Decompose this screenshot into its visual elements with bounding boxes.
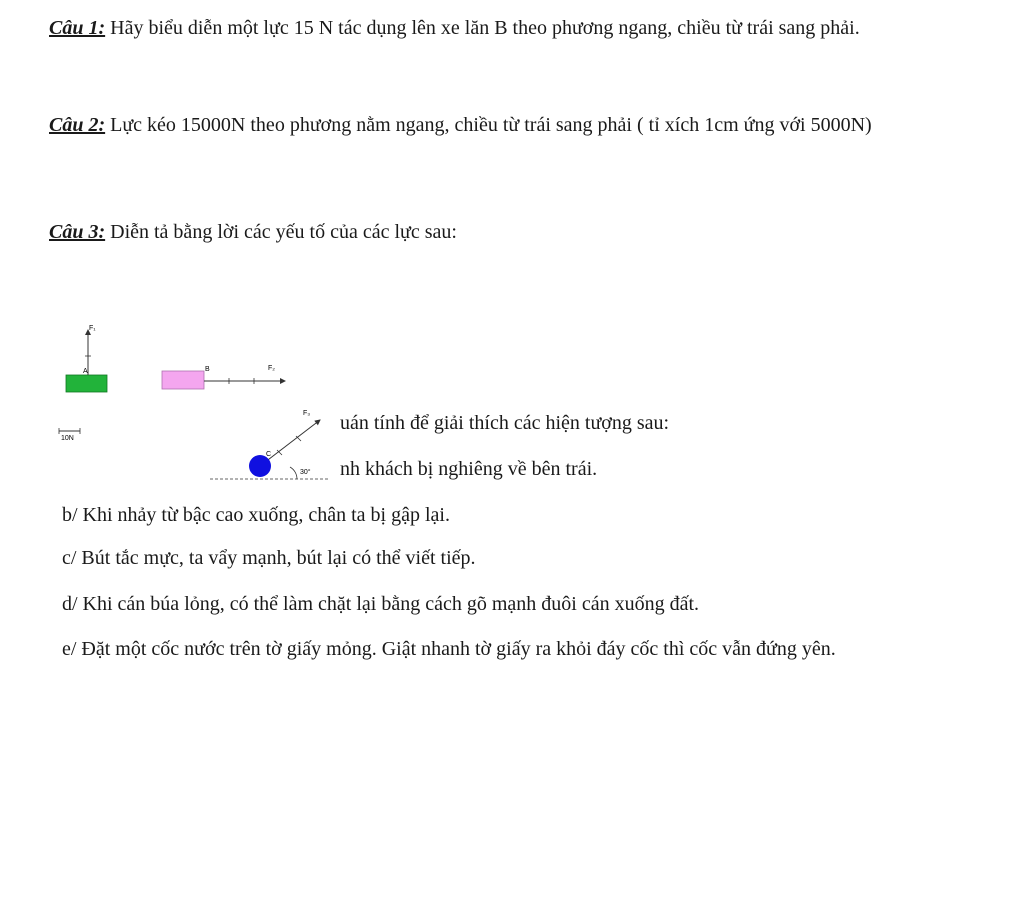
question-2-label: Câu 2: [49, 114, 106, 136]
item-e: e/ Đặt một cốc nước trên tờ giấy mỏng. Giật nhanh tờ giấy ra khỏi đáy cốc thì cốc vẫn đứng yên. [62, 638, 836, 660]
item-c: c/ Bút tắc mực, ta vẩy mạnh, bút lại có thể viết tiếp. [62, 547, 476, 569]
question-4-partial-2: nh khách bị nghiêng về bên trái. [340, 458, 598, 480]
force-f1-label: F₁ [89, 325, 96, 332]
point-b-label: B [205, 366, 210, 373]
force-diagram [0, 300, 340, 490]
point-a-label: A [83, 368, 88, 375]
question-4-partial-1: uán tính để giải thích các hiện tượng sau: [340, 412, 670, 434]
force-f2-label: F₂ [268, 365, 275, 372]
question-2-text: Lực kéo 15000N theo phương nằm ngang, chiều từ trái sang phải ( tỉ xích 1cm ứng với 5000N) [105, 114, 872, 136]
question-2 [49, 106, 939, 145]
question-1-text: Hãy biểu diễn một lực 15 N tác dụng lên xe lăn B theo phương ngang, chiều từ trái sang phải. [105, 17, 860, 39]
question-1 [49, 9, 939, 48]
scale-label: 10N [61, 435, 74, 442]
item-b: b/ Khi nhảy từ bậc cao xuống, chân ta bị gập lại. [62, 504, 450, 526]
block-a [66, 375, 107, 392]
point-c-label: C [266, 451, 272, 458]
item-d: d/ Khi cán búa lỏng, có thể làm chặt lại bằng cách gõ mạnh đuôi cán xuống đất. [62, 593, 700, 615]
question-3-label: Câu 3: [49, 221, 106, 243]
question-3 [49, 213, 939, 252]
angle-arc [290, 467, 297, 479]
force-f3-label: F₃ [303, 410, 311, 417]
question-3-text: Diễn tả bằng lời các yếu tố của các lực sau: [105, 221, 457, 243]
question-1-label: Câu 1: [49, 17, 106, 39]
angle-label: 30° [300, 469, 311, 476]
force-f3-arrow [260, 420, 320, 466]
block-b [162, 371, 204, 389]
ball-c [249, 455, 271, 477]
